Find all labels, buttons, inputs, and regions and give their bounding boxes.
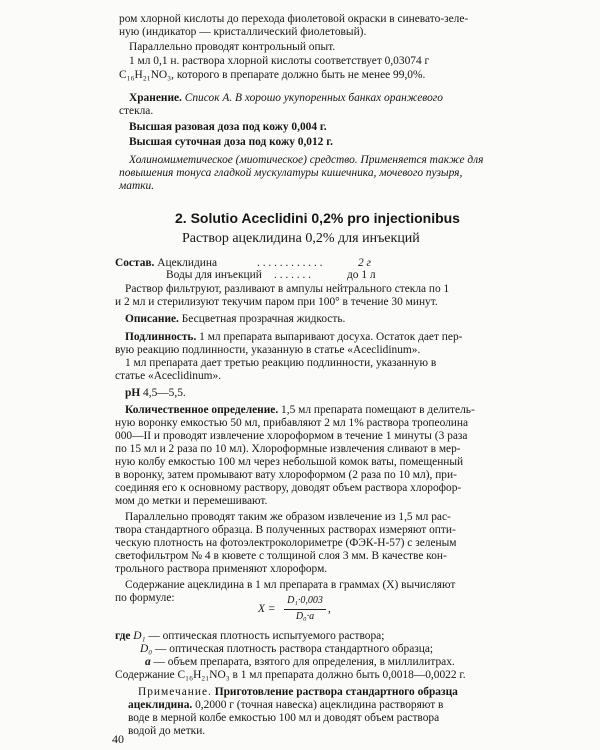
- composition-label: Состав.: [115, 257, 155, 269]
- text-line: C₁₆H₂₁NO₃, которого в препарате должно быть не менее 99,0%.: [119, 69, 426, 81]
- authenticity-text: 1 мл препарата выпаривают досуха. Остаток дает пер-: [196, 331, 463, 343]
- text-line: стекла.: [119, 105, 154, 117]
- storage-text: Список А. В хорошо укупоренных банках оранжевого: [181, 92, 443, 104]
- text-line: статье «Aceclidinum».: [115, 370, 222, 382]
- composition-value: 2 г: [358, 257, 371, 269]
- composition-item: Ацеклидина: [157, 257, 217, 269]
- definition-row: [145, 656, 455, 669]
- text-line: Параллельно проводят контрольный опыт.: [129, 41, 336, 53]
- authenticity-paragraph: [125, 331, 462, 344]
- formula-numerator: D₁·0,003: [287, 595, 323, 606]
- text-line: 1 мл препарата дает третью реакцию подлинности, указанную в: [125, 357, 437, 369]
- description-paragraph: [125, 313, 345, 326]
- text-line: ную колбу емкостью 100 мл через небольшой комок ваты, помещенный: [115, 456, 464, 468]
- text-line: трольного раствора применяют хлороформ.: [115, 563, 328, 575]
- text-line: ром хлорной кислоты до перехода фиолетовой окраски в синевато-зеле-: [119, 13, 469, 25]
- text-line: ческую плотность на фотоэлектроколориметре (ФЭК-Н-57) с зеленым: [115, 537, 457, 549]
- composition-item: Воды для инъекций: [166, 269, 262, 281]
- text-line: Раствор фильтруют, разливают в ампулы нейтрального стекла по 1: [125, 283, 450, 295]
- ph-row: [125, 387, 186, 400]
- usage-line: повышения тонуса гладкой мускулатуры кишечника, мочевого пузыря,: [119, 167, 463, 179]
- max-daily-dose: Высшая суточная доза под кожу 0,012 г.: [129, 136, 333, 148]
- composition-value: до 1 л: [347, 269, 376, 281]
- usage-line: матки.: [119, 180, 155, 192]
- text-line: ную (индикатор — кристаллический фиолетовый).: [119, 26, 367, 38]
- text-line: ную воронку емкостью 50 мл, прибавляют 2 мл 1% раствора тропеолина: [115, 417, 469, 429]
- text-line: Содержание ацеклидина в 1 мл препарата в граммах (X) вычисляют: [125, 579, 456, 591]
- storage-paragraph: [129, 92, 443, 105]
- text-line: вую реакцию подлинности, указанную в статье «Aceclidinum».: [115, 344, 421, 356]
- text-line: в воронку, затем промывают вату хлороформом (2 раза по 10 мл), при-: [115, 469, 457, 481]
- note-heading-cont: ацеклидина.: [128, 699, 193, 711]
- text-line: по 15 мл и 2 раза по 10 мл). Хлороформные извлечения сливают в мер-: [115, 443, 461, 455]
- ph-value: 4,5—5,5.: [140, 387, 186, 399]
- formula-lhs: X =: [258, 603, 276, 615]
- quant-text: 1,5 мл препарата помещают в делитель-: [278, 404, 475, 416]
- authenticity-label: Подлинность.: [125, 331, 197, 343]
- note-line: водой до метки.: [128, 725, 206, 737]
- where-label: где: [115, 630, 131, 642]
- text-line: 1 мл 0,1 н. раствора хлорной кислоты соответствует 0,03074 г: [129, 55, 430, 67]
- text-line: Параллельно проводят таким же образом извлечение из 1,5 мл рас-: [125, 511, 451, 523]
- text-line: по формуле:: [115, 592, 175, 604]
- note-line: [128, 699, 443, 712]
- description-text: Бесцветная прозрачная жидкость.: [178, 313, 346, 325]
- text-line: 000—II и проводят извлечение хлороформом в течение 1 минуты (3 раза: [115, 430, 468, 442]
- description-label: Описание.: [125, 313, 179, 325]
- note-line: воде в мерной колбе емкостью 100 мл и доводят объем раствора: [128, 712, 440, 724]
- text-line: мом до метки и перемешивают.: [115, 495, 268, 507]
- definition-d1: — оптическая плотность испытуемого раствора;: [145, 630, 385, 642]
- max-single-dose: Высшая разовая доза под кожу 0,004 г.: [129, 121, 327, 133]
- dot-leader: . . . . . . .: [274, 269, 312, 281]
- ph-label: pH: [125, 387, 141, 399]
- quant-label: Количественное определение.: [125, 404, 279, 416]
- definition-d0: — оптическая плотность раствора стандартного образца;: [152, 643, 434, 655]
- text-line: твора стандартного образца. В полученных растворах измеряют опти-: [115, 524, 456, 536]
- quant-paragraph: [125, 404, 475, 417]
- fraction-bar: [284, 609, 326, 610]
- symbol-d0: D₀: [140, 643, 153, 655]
- text-line: соединяя его к основному раствору, доводят объем раствора хлорофор-: [115, 482, 462, 494]
- content-requirement: Содержание C₁₆H₂₁NO₃ в 1 мл препарата должно быть 0,0018—0,0022 г.: [115, 669, 466, 681]
- definition-row: [115, 630, 384, 643]
- note-text: 0,2000 г (точная навеска) ацеклидина растворяют в: [192, 699, 444, 711]
- storage-label: Хранение.: [129, 92, 182, 104]
- definition-row: [140, 643, 433, 656]
- text-line: и 2 мл и стерилизуют текучим паром при 100° в течение 30 минут.: [115, 296, 438, 308]
- note-heading: Приготовление раствора стандартного образца: [211, 686, 458, 698]
- text-line: светофильтром № 4 в кювете с толщиной слоя 3 мм. В качестве кон-: [115, 550, 447, 562]
- note-paragraph: [138, 686, 458, 699]
- page-number: 40: [112, 732, 124, 746]
- symbol-a: a: [145, 656, 151, 668]
- section-title-latin: 2. Solutio Aceclidini 0,2% pro injectionibus: [175, 210, 460, 226]
- symbol-d1: D₁: [133, 630, 146, 642]
- dot-leader: . . . . . . . . . . . .: [257, 257, 323, 269]
- usage-line: Холиномиметическое (миотическое) средство. Применяется также для: [129, 154, 484, 166]
- formula-denominator: D₀·a: [295, 611, 315, 622]
- formula-comma: ,: [328, 603, 331, 615]
- definition-a: — объем препарата, взятого для определения, в миллилитрах.: [150, 656, 455, 668]
- note-label: Примечание.: [138, 686, 212, 698]
- section-title-russian: Раствор ацеклидина 0,2% для инъекций: [182, 231, 420, 246]
